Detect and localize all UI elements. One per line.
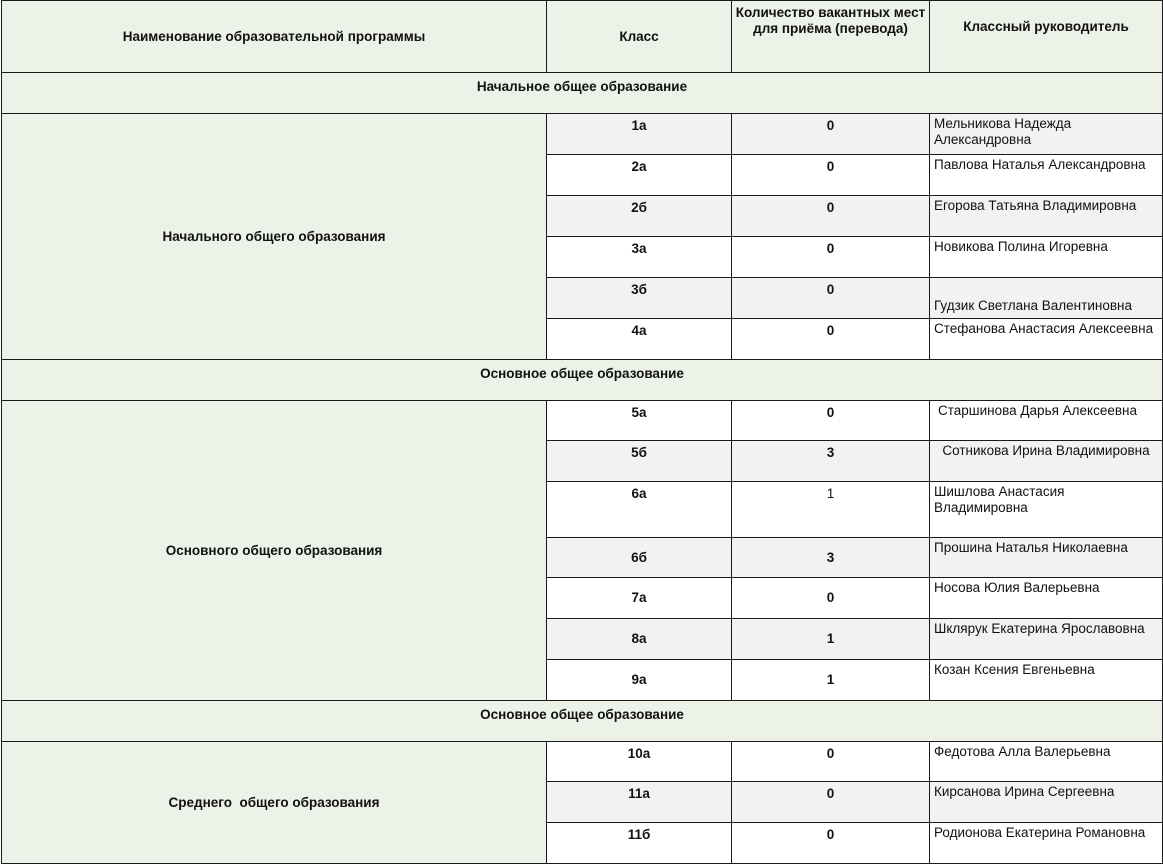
section-row (2, 701, 1163, 742)
teacher-cell: Прошина Наталья Николаевна (930, 538, 1163, 578)
class-cell: 6б (547, 538, 732, 578)
class-cell: 11а (547, 782, 732, 823)
header-program: Наименование образовательной программы (2, 1, 547, 73)
teacher-cell: Гудзик Светлана Валентиновна (930, 278, 1163, 319)
teacher-cell: Старшинова Дарья Алексеевна (930, 401, 1163, 441)
class-cell: 5б (547, 441, 732, 482)
class-cell: 2б (547, 196, 732, 237)
vacancies-cell: 0 (732, 782, 930, 823)
teacher-cell: Носова Юлия Валерьевна (930, 578, 1163, 619)
vacancies-cell: 3 (732, 441, 930, 482)
teacher-cell: Егорова Татьяна Владимировна (930, 196, 1163, 237)
vacancies-cell: 0 (732, 196, 930, 237)
vacancies-cell: 3 (732, 538, 930, 578)
section-title: Основное общее образование (2, 701, 1163, 742)
header-class: Класс (547, 1, 732, 73)
class-cell: 10а (547, 742, 732, 782)
vacancies-cell: 1 (732, 482, 930, 538)
teacher-cell: Павлова Наталья Александровна (930, 155, 1163, 196)
section-row (2, 360, 1163, 401)
vacancies-cell: 0 (732, 237, 930, 278)
section-row (2, 73, 1163, 114)
header-teacher: Классный руководитель (930, 1, 1163, 73)
vacancies-cell: 0 (732, 578, 930, 619)
program-name: Начального общего образования (2, 114, 547, 360)
program-name: Основного общего образования (2, 401, 547, 701)
vacancies-cell: 0 (732, 114, 930, 155)
vacancies-table (1, 0, 1163, 864)
header-vacancies: Количество вакантных мест для приёма (перевода) (732, 1, 930, 73)
teacher-cell: Сотникова Ирина Владимировна (930, 441, 1163, 482)
class-cell: 6а (547, 482, 732, 538)
table-header-row (2, 1, 1163, 73)
teacher-cell: Шклярук Екатерина Ярославовна (930, 619, 1163, 660)
class-cell: 11б (547, 823, 732, 864)
teacher-cell: Новикова Полина Игоревна (930, 237, 1163, 278)
teacher-cell: Федотова Алла Валерьевна (930, 742, 1163, 782)
class-cell: 8а (547, 619, 732, 660)
table-row (2, 114, 1163, 155)
class-cell: 3б (547, 278, 732, 319)
vacancies-cell: 0 (732, 401, 930, 441)
class-cell: 4а (547, 319, 732, 360)
teacher-cell: Стефанова Анастасия Алексеевна (930, 319, 1163, 360)
teacher-cell: Козан Ксения Евгеньевна (930, 660, 1163, 701)
teacher-cell: Мельникова Надежда Александровна (930, 114, 1163, 155)
class-cell: 7а (547, 578, 732, 619)
class-cell: 3а (547, 237, 732, 278)
section-title: Основное общее образование (2, 360, 1163, 401)
program-name: Среднего общего образования (2, 742, 547, 864)
vacancies-cell: 0 (732, 742, 930, 782)
teacher-cell: Родионова Екатерина Романовна (930, 823, 1163, 864)
vacancies-cell: 1 (732, 660, 930, 701)
vacancies-cell: 0 (732, 823, 930, 864)
teacher-cell: Кирсанова Ирина Сергеевна (930, 782, 1163, 823)
class-cell: 2а (547, 155, 732, 196)
class-cell: 1а (547, 114, 732, 155)
vacancies-cell: 0 (732, 155, 930, 196)
vacancies-cell: 0 (732, 278, 930, 319)
class-cell: 5а (547, 401, 732, 441)
section-title: Начальное общее образование (2, 73, 1163, 114)
vacancies-cell: 1 (732, 619, 930, 660)
teacher-cell: Шишлова Анастасия Владимировна (930, 482, 1163, 538)
table-row (2, 401, 1163, 441)
vacancies-cell: 0 (732, 319, 930, 360)
table-row (2, 742, 1163, 782)
class-cell: 9а (547, 660, 732, 701)
